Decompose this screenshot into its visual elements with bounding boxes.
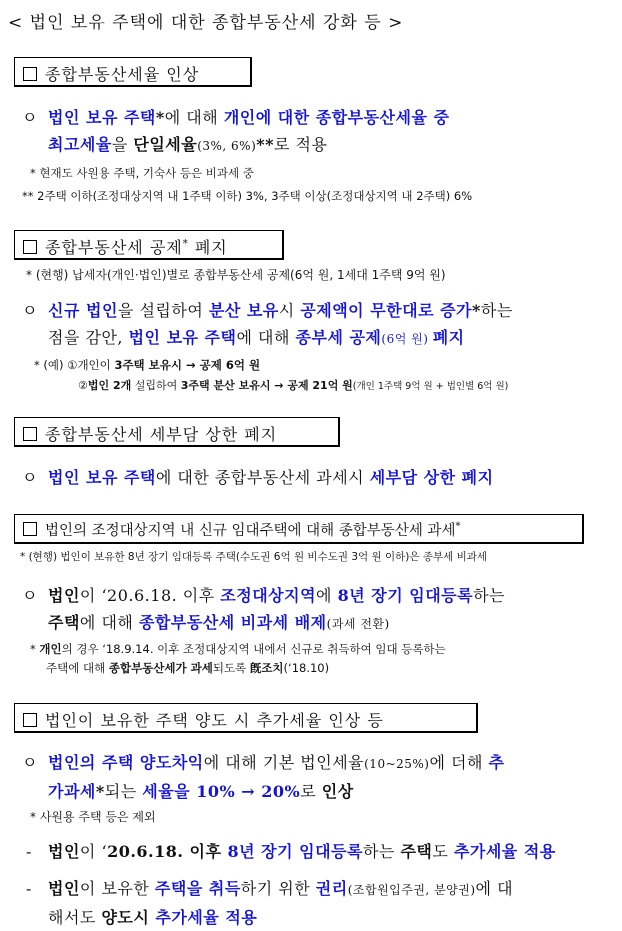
footnote: * 현재도 사원용 주택, 기숙사 등은 비과세 중 xyxy=(30,166,254,180)
text-span: 종합부동산세가 과세 xyxy=(108,661,213,675)
text-span: 에 대한 종합부동산세 과세시 xyxy=(155,468,370,487)
dash-bullet: - xyxy=(26,842,32,861)
text-span: 되는 xyxy=(104,782,143,801)
section-heading-text: 종합부동산세 공제 xyxy=(45,238,183,257)
text-span: 단일세율 xyxy=(133,135,198,154)
text-span: 에 대해 기본 법인세율 xyxy=(203,753,365,772)
text-span: 3주택 보유시 → 공제 6억 원 xyxy=(114,358,261,372)
text-span: 이 ‘20.6.18. 이후 xyxy=(79,586,221,605)
dash-bullet: - xyxy=(26,879,32,898)
section-heading-burden-cap-abolish xyxy=(14,417,340,447)
checkbox-icon xyxy=(23,713,37,727)
text-span: 의 경우 ‘18.9.14. 이후 조정대상지역 내에서 신규로 취득하여 임대 등록하는 xyxy=(61,642,446,656)
text-span: 추가세율 적용 xyxy=(453,842,556,861)
text-span: 법인 보유 주택 xyxy=(128,328,237,347)
section-heading-text: 종합부동산세율 인상 xyxy=(45,65,200,84)
text-span: 8년 장기 임대등록 xyxy=(227,842,363,861)
text-span: (10~25%) xyxy=(364,757,430,771)
section-heading-text: 법인의 조정대상지역 내 신규 임대주택에 대해 종합부동산세 과세 xyxy=(45,523,456,539)
footnote: * (현행) 법인이 보유한 8년 장기 임대등록 주택(수도권 6억 원 비수도권 3억 원 이하)은 종부세 비과세 xyxy=(20,551,488,563)
text-span: 에 대 xyxy=(475,879,514,898)
text-span: 개인에 대한 종합부동산세율 중 xyxy=(223,108,450,127)
text-span: 최고세율 xyxy=(48,135,112,154)
text-span: * xyxy=(95,782,105,801)
bullet-circle: ㅇ xyxy=(22,301,38,320)
text-span: 에 대해 xyxy=(79,613,139,632)
text-span: 신규 법인 xyxy=(48,301,118,320)
text-span: * (예) ①개인이 xyxy=(34,358,115,372)
checkbox-icon xyxy=(23,240,37,254)
text-span: 권리 xyxy=(315,879,348,898)
text-span: 공제액이 무한대로 증가 xyxy=(300,301,473,320)
text-span: 법인 보유 주택 xyxy=(48,108,156,127)
section-heading-text: 종합부동산세 세부담 상한 폐지 xyxy=(45,425,278,444)
text-span: * xyxy=(182,238,189,250)
bullet-circle: ㅇ xyxy=(22,468,38,487)
text-span: 하기 위한 xyxy=(240,879,316,898)
checkbox-icon xyxy=(23,522,37,536)
section3-paragraph xyxy=(48,464,612,491)
text-span: 세부담 상한 폐지 xyxy=(369,468,494,487)
section-heading-deduction-abolish xyxy=(14,230,284,260)
section1-paragraph xyxy=(48,104,584,160)
footnote xyxy=(30,640,446,659)
text-span: 을 설립하여 xyxy=(117,301,209,320)
section4-paragraph xyxy=(48,582,584,638)
text-span: 종합부동산세 비과세 배제 xyxy=(138,613,327,632)
bullet-circle: ㅇ xyxy=(22,586,38,605)
text-span: 법인의 주택 양도차익 xyxy=(48,753,204,772)
text-span: 주택 xyxy=(48,613,80,632)
text-span: 종부세 공제 xyxy=(295,328,382,347)
text-span: 가과세 xyxy=(48,782,96,801)
text-span: 주택 xyxy=(400,842,433,861)
page-title: < 법인 보유 주택에 대한 종합부동산세 강화 등 > xyxy=(8,13,404,33)
text-span: 20.6.18. 이후 xyxy=(107,842,228,861)
text-span: 이 ‘ xyxy=(79,842,108,861)
text-span: 로 xyxy=(300,782,322,801)
section-heading-rental-housing-tax xyxy=(14,514,584,544)
text-span: 되도록 xyxy=(212,661,250,675)
bullet-circle: ㅇ xyxy=(22,753,38,772)
footnote: ** 2주택 이하(조정대상지역 내 1주택 이하) 3%, 3주택 이상(조정대상지역 내 2주택) 6% xyxy=(22,189,473,203)
text-span: 세율을 10% → 20% xyxy=(142,782,301,801)
text-span: 도 xyxy=(432,842,454,861)
text-span: 3주택 분산 보유시 → 공제 21억 원 xyxy=(180,379,353,392)
text-span: 해서도 xyxy=(48,908,102,927)
text-span: 분산 보유 xyxy=(208,301,279,320)
text-span: 주택을 취득 xyxy=(154,879,241,898)
text-span: 법인 xyxy=(48,879,80,898)
text-span: 로 적용 xyxy=(274,135,328,154)
text-span: * xyxy=(472,301,481,320)
footnote xyxy=(78,376,508,396)
text-span: * xyxy=(455,521,461,533)
text-span: 양도시 xyxy=(101,908,156,927)
text-span: 법인 xyxy=(48,842,80,861)
text-span: 점을 감안, xyxy=(48,328,129,347)
text-span: 에 더해 xyxy=(429,753,489,772)
bullet-circle: ㅇ xyxy=(22,108,38,127)
text-span: 8년 장기 임대등록 xyxy=(337,586,474,605)
text-span: 조정대상지역 xyxy=(220,586,317,605)
checkbox-icon xyxy=(23,427,37,441)
text-span: * xyxy=(155,108,165,127)
text-span: 하는 xyxy=(473,586,505,605)
text-span: 추 xyxy=(488,753,505,772)
footnote: * 사원용 주택 등은 제외 xyxy=(30,810,156,824)
text-span: ② xyxy=(78,379,88,392)
footnote xyxy=(46,659,329,678)
section-heading-transfer-surtax xyxy=(14,703,478,733)
section5-dash1 xyxy=(48,838,612,865)
text-span: 에 대해 xyxy=(236,328,296,347)
text-span: * xyxy=(30,642,40,656)
text-span: (개인 1주택 9억 원 + 법인별 6억 원) xyxy=(352,381,509,392)
text-span: 시 xyxy=(278,301,301,320)
text-span: 폐지 xyxy=(188,238,228,257)
text-span: 설립하여 xyxy=(131,379,181,392)
text-span: (‘18.10) xyxy=(283,661,330,675)
section5-dash2 xyxy=(48,875,592,931)
section5-paragraph xyxy=(48,749,584,805)
text-span: 하는 xyxy=(480,301,513,320)
text-span: 폐지 xyxy=(432,328,465,347)
text-span: 에 대해 xyxy=(164,108,224,127)
text-span: 개인 xyxy=(39,642,62,656)
text-span: (3%, 6%) xyxy=(197,139,257,153)
text-span: 법인 2개 xyxy=(87,379,132,392)
text-span: (조합원입주권, 분양권) xyxy=(347,883,476,897)
text-span: 에 xyxy=(316,586,338,605)
section-heading-rate-increase xyxy=(14,57,252,87)
text-span: (과세 전환) xyxy=(326,617,390,631)
text-span: 인상 xyxy=(321,782,354,801)
text-span: (6억 원) xyxy=(381,332,433,346)
text-span: 이 보유한 xyxy=(79,879,155,898)
footnote xyxy=(34,356,260,375)
section-heading-text: 법인이 보유한 주택 양도 시 추가세율 인상 등 xyxy=(45,711,384,730)
text-span: 법인 xyxy=(48,586,80,605)
footnote: * (현행) 납세자(개인·법인)별로 종합부동산세 공제(6억 원, 1세대 1주택 9억 원) xyxy=(26,268,446,282)
checkbox-icon xyxy=(23,67,37,81)
section2-paragraph xyxy=(48,297,584,353)
text-span: 주택에 대해 xyxy=(46,661,109,675)
text-span: 법인 보유 주택 xyxy=(48,468,156,487)
text-span: ** xyxy=(256,135,275,154)
text-span: 旣조치 xyxy=(249,661,284,675)
text-span: 추가세율 적용 xyxy=(155,908,258,927)
text-span: 을 xyxy=(111,135,134,154)
text-span: 하는 xyxy=(362,842,401,861)
